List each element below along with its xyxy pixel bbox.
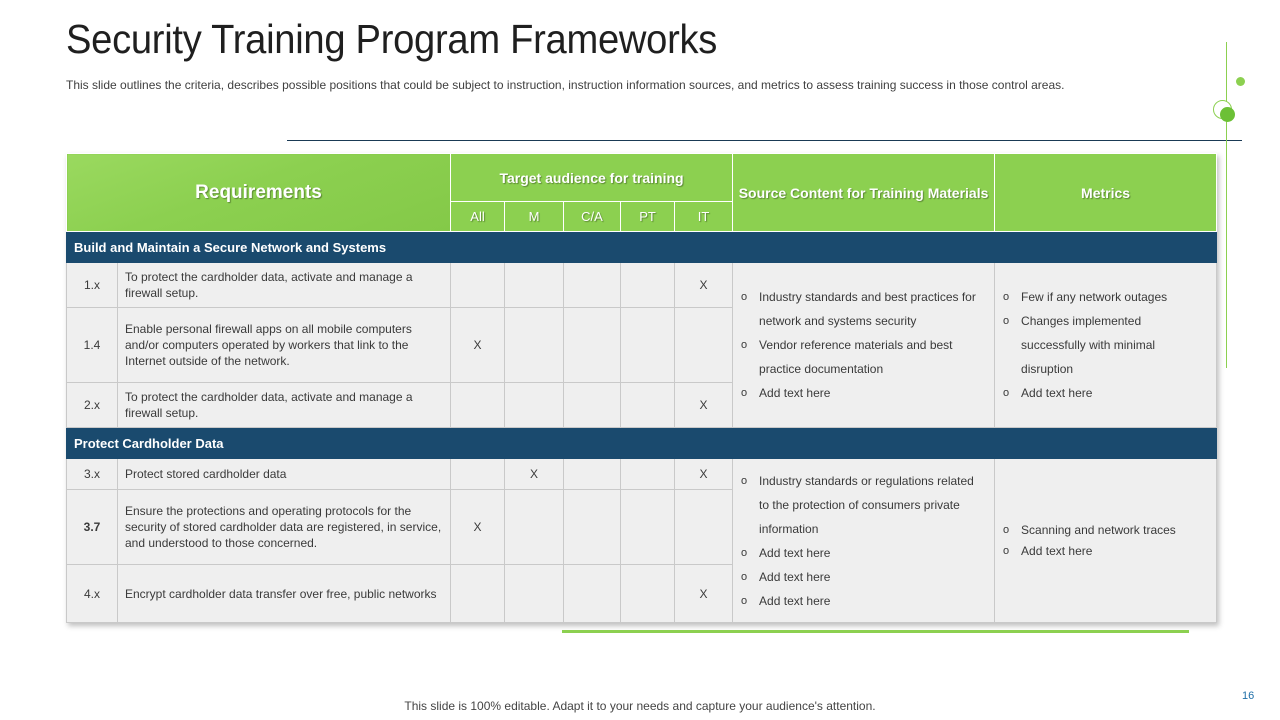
audience-mark bbox=[564, 459, 621, 490]
audience-mark bbox=[451, 263, 505, 308]
header-audience-it: IT bbox=[675, 202, 733, 232]
audience-mark bbox=[451, 459, 505, 490]
audience-mark bbox=[675, 490, 733, 565]
metrics-bullet: o Add text here bbox=[1003, 541, 1208, 562]
audience-mark bbox=[451, 383, 505, 428]
section-title: Build and Maintain a Secure Network and Systems bbox=[67, 232, 1217, 263]
audience-mark bbox=[564, 308, 621, 383]
row-number: 1.4 bbox=[67, 308, 118, 383]
page-subtitle: This slide outlines the criteria, describes possible positions that could be subject to instruction, instruction information sources, and metrics to assess training success in those control areas. bbox=[66, 78, 1065, 92]
audience-mark bbox=[505, 383, 564, 428]
footer-note: This slide is 100% editable. Adapt it to your needs and capture your audience's attention. bbox=[404, 699, 876, 713]
metrics-cell bbox=[995, 459, 1217, 623]
metrics-bullet: o Scanning and network traces bbox=[1003, 520, 1208, 541]
audience-mark bbox=[505, 565, 564, 623]
row-description: Enable personal firewall apps on all mobile computers and/or computers operated by workers that link to the Internet outside of the network. bbox=[118, 308, 451, 383]
audience-mark: X bbox=[505, 459, 564, 490]
row-description: Protect stored cardholder data bbox=[118, 459, 451, 490]
section-title: Protect Cardholder Data bbox=[67, 428, 1217, 459]
header-source-content: Source Content for Training Materials bbox=[733, 154, 995, 232]
row-description: To protect the cardholder data, activate and manage a firewall setup. bbox=[118, 263, 451, 308]
row-description: Encrypt cardholder data transfer over free, public networks bbox=[118, 565, 451, 623]
header-audience-pt: PT bbox=[621, 202, 675, 232]
audience-mark bbox=[505, 263, 564, 308]
row-number: 3.7 bbox=[67, 490, 118, 565]
audience-mark bbox=[621, 490, 675, 565]
audience-mark bbox=[564, 565, 621, 623]
divider-line bbox=[287, 140, 1242, 141]
source-bullet: o Industry standards or regulations related to the protection of consumers private information bbox=[741, 469, 986, 541]
audience-mark bbox=[564, 490, 621, 565]
header-target-audience: Target audience for training bbox=[451, 154, 733, 202]
audience-mark bbox=[621, 308, 675, 383]
audience-mark bbox=[621, 383, 675, 428]
audience-mark bbox=[564, 263, 621, 308]
source-bullet: o Industry standards and best practices for network and systems security bbox=[741, 285, 986, 333]
audience-mark bbox=[621, 263, 675, 308]
accent-bar bbox=[562, 630, 1189, 633]
header-audience-ca: C/A bbox=[564, 202, 621, 232]
audience-mark bbox=[621, 459, 675, 490]
row-description: Ensure the protections and operating protocols for the security of stored cardholder data are registered, in service, and understood to those concerned. bbox=[118, 490, 451, 565]
audience-mark: X bbox=[675, 383, 733, 428]
metrics-bullet: o Changes implemented successfully with minimal disruption bbox=[1003, 309, 1208, 381]
metrics-bullet: o Add text here bbox=[1003, 381, 1208, 405]
audience-mark bbox=[675, 308, 733, 383]
audience-mark: X bbox=[675, 565, 733, 623]
audience-mark: X bbox=[451, 308, 505, 383]
row-number: 1.x bbox=[67, 263, 118, 308]
row-description: To protect the cardholder data, activate and manage a firewall setup. bbox=[118, 383, 451, 428]
audience-mark bbox=[621, 565, 675, 623]
page-title: Security Training Program Frameworks bbox=[66, 16, 718, 62]
audience-mark bbox=[451, 565, 505, 623]
audience-mark: X bbox=[675, 263, 733, 308]
source-content-cell bbox=[733, 459, 995, 623]
source-bullet: o Add text here bbox=[741, 541, 986, 565]
row-number: 2.x bbox=[67, 383, 118, 428]
header-audience-all: All bbox=[451, 202, 505, 232]
row-number: 3.x bbox=[67, 459, 118, 490]
audience-mark: X bbox=[451, 490, 505, 565]
header-metrics: Metrics bbox=[995, 154, 1217, 232]
header-audience-m: M bbox=[505, 202, 564, 232]
decorative-dot-filled bbox=[1220, 107, 1235, 122]
audience-mark bbox=[505, 308, 564, 383]
row-number: 4.x bbox=[67, 565, 118, 623]
page-number: 16 bbox=[1242, 690, 1255, 702]
metrics-cell bbox=[995, 263, 1217, 428]
decorative-vertical-line bbox=[1226, 42, 1227, 368]
source-content-cell bbox=[733, 263, 995, 428]
audience-mark bbox=[505, 490, 564, 565]
source-bullet: o Add text here bbox=[741, 381, 986, 405]
audience-mark bbox=[564, 383, 621, 428]
framework-table bbox=[66, 153, 1217, 623]
source-bullet: o Vendor reference materials and best practice documentation bbox=[741, 333, 986, 381]
decorative-dot bbox=[1236, 77, 1245, 86]
source-bullet: o Add text here bbox=[741, 589, 986, 613]
header-requirements: Requirements bbox=[67, 154, 451, 232]
source-bullet: o Add text here bbox=[741, 565, 986, 589]
metrics-bullet: o Few if any network outages bbox=[1003, 285, 1208, 309]
audience-mark: X bbox=[675, 459, 733, 490]
